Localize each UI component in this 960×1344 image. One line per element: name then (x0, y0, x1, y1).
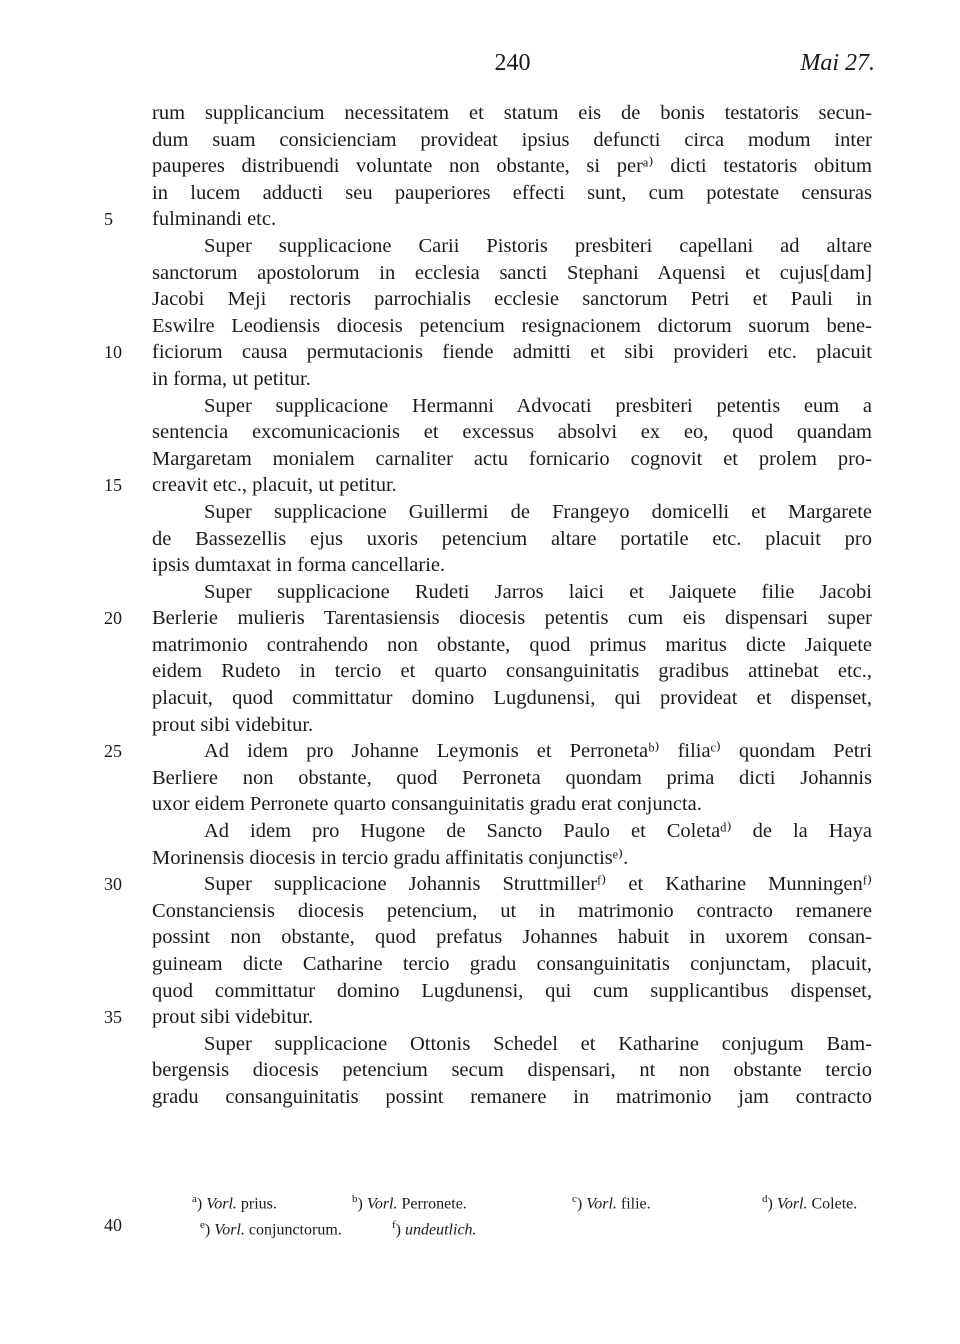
text-line (104, 738, 872, 765)
text-line (104, 206, 872, 233)
footnote-source: Vorl. (214, 1221, 245, 1239)
footnote-text: filie. (620, 1195, 651, 1213)
line-text: Berlerie mulieris Tarentasiensis diocesis petentis cum eis dispensari super (152, 607, 872, 630)
page-header (150, 50, 875, 90)
footnote-paren: ) (357, 1195, 367, 1213)
text-line (152, 712, 872, 739)
line-text: Ad idem pro Johanne Leymonis et Perronetaᵇ⁾ filiaᶜ⁾ quondam Petri (204, 740, 872, 763)
text-line (152, 1031, 872, 1058)
text-line (152, 313, 872, 340)
text-line (152, 579, 872, 606)
text-line (152, 845, 872, 872)
text-line (152, 978, 872, 1005)
footnote-text: Colete. (811, 1195, 858, 1213)
line-text: Ad idem pro Hugone de Sancto Paulo et Coletaᵈ⁾ de la Haya (204, 820, 872, 843)
footnote-source: Vorl. (206, 1195, 237, 1213)
line-text: rum supplicancium necessitatem et statum eis de bonis testatoris secun- (152, 102, 872, 124)
line-text: in lucem adducti seu pauperiores effecti sunt, cum potestate censuras (152, 181, 872, 204)
text-line (152, 1057, 872, 1084)
footnote-line (152, 1186, 872, 1212)
footnote-line (104, 1212, 872, 1239)
text-line (152, 127, 872, 154)
text-line (152, 393, 872, 420)
line-number: 5 (104, 209, 113, 230)
line-text: ipsis dumtaxat in forma cancellarie. (152, 554, 446, 577)
text-line (152, 1084, 872, 1111)
footnote-source: Vorl. (776, 1195, 808, 1213)
footnote-paren: ) (395, 1221, 405, 1239)
main-text (104, 100, 872, 1111)
text-line (152, 898, 872, 925)
footnote-mark: b (352, 1193, 358, 1205)
footnote-text: conjunctorum. (248, 1221, 342, 1239)
line-text: pauperes distribuendi voluntate non obstante, si perᵃ⁾ dicti testatoris obitum (152, 155, 872, 178)
footnotes (104, 1186, 872, 1239)
line-text: sanctorum apostolorum in ecclesia sancti Stephani Aquensi et cujus[dam] (152, 261, 872, 284)
line-text: matrimonio contrahendo non obstante, quod primus maritus dicte Jaiquete (152, 633, 872, 656)
line-text: ficiorum causa permutacionis fiende admitti et sibi provideri etc. placuit (152, 341, 872, 364)
text-line (152, 233, 872, 260)
line-text: prout sibi videbitur. (152, 713, 314, 736)
footnote-paren: ) (767, 1195, 777, 1213)
line-text: Berliere non obstante, quod Perroneta quondam prima dicti Johannis (152, 766, 872, 789)
line-text: Super supplicacione Johannis Struttmillerᶠ⁾ et Katharine Munningenᶠ⁾ (204, 873, 872, 896)
text-line (152, 924, 872, 951)
line-number: 40 (104, 1215, 122, 1235)
footnote-text: undeutlich. (405, 1221, 477, 1239)
text-line (152, 180, 872, 207)
text-line (152, 791, 872, 818)
text-line (152, 632, 872, 659)
line-text: creavit etc., placuit, ut petitur. (152, 474, 397, 497)
text-line (152, 818, 872, 845)
text-line (152, 658, 872, 685)
text-line (152, 685, 872, 712)
line-text: quod committatur domino Lugdunensi, qui cum supplicantibus dispenset, (152, 979, 872, 1002)
text-line (104, 871, 872, 898)
text-line (104, 605, 872, 632)
footnote-mark: e (200, 1219, 205, 1231)
line-number: 35 (104, 1007, 122, 1028)
line-text: placuit, quod committatur domino Lugdunensi, qui provideat et dispenset, (152, 687, 872, 710)
line-text: Margaretam monialem carnaliter actu fornicario cognovit et prolem pro- (152, 447, 872, 470)
line-text: guineam dicte Catharine tercio gradu consanguinitatis conjunctam, placuit, (152, 953, 872, 975)
footnote-paren: ) (196, 1195, 207, 1213)
line-text: bergensis diocesis petencium secum dispensari, nt non obstante tercio (152, 1059, 872, 1082)
line-text: prout sibi videbitur. (152, 1006, 314, 1029)
text-line (152, 552, 872, 579)
line-text: Morinensis diocesis in tercio gradu affinitatis conjunctisᵉ⁾. (152, 846, 629, 869)
text-line (104, 472, 872, 499)
footnote-paren: ) (576, 1195, 587, 1213)
line-text: de Bassezellis ejus uxoris petencium altare portatile etc. placuit pro (152, 527, 872, 550)
line-number: 10 (104, 342, 122, 363)
text-line (152, 153, 872, 180)
text-line (152, 951, 872, 978)
footnote-mark: a (192, 1193, 197, 1205)
footnote-mark: c (572, 1193, 577, 1205)
line-text: in forma, ut petitur. (152, 367, 311, 390)
text-line (104, 339, 872, 366)
footnote-source: Vorl. (366, 1195, 398, 1213)
text-line (152, 366, 872, 393)
line-text: Super supplicacione Guillermi de Frangeyo domicelli et Margarete (204, 500, 872, 523)
running-head-date: Mai 27. (800, 50, 875, 76)
footnote-source: Vorl. (586, 1195, 617, 1213)
line-text: fulminandi etc. (152, 208, 277, 231)
text-line (152, 286, 872, 313)
line-text: possint non obstante, quod prefatus Johannes habuit in uxorem consan- (152, 926, 872, 949)
line-text: Super supplicacione Carii Pistoris presbiteri capellani ad altare (204, 234, 872, 257)
line-text: sentencia excomunicacionis et excessus absolvi ex eo, quod quandam (152, 421, 872, 444)
footnote-mark: f (392, 1219, 396, 1231)
footnote-paren: ) (204, 1221, 215, 1239)
text-line (152, 765, 872, 792)
text-line (152, 260, 872, 287)
text-line (152, 526, 872, 553)
text-line (152, 100, 872, 127)
footnote (200, 1212, 342, 1243)
line-number: 20 (104, 608, 122, 629)
line-text: dum suam consicienciam provideat ipsius defuncti circa modum inter (152, 128, 872, 151)
line-text: Super supplicacione Hermanni Advocati presbiteri petentis eum a (204, 394, 872, 417)
text-line (152, 419, 872, 446)
text-line (104, 1004, 872, 1031)
text-line (152, 499, 872, 526)
line-number: 15 (104, 475, 122, 496)
line-text: Super supplicacione Rudeti Jarros laici et Jaiquete filie Jacobi (204, 580, 872, 603)
footnote-text: prius. (240, 1195, 277, 1213)
footnote-text: Perronete. (401, 1195, 467, 1213)
line-text: gradu consanguinitatis possint remanere in matrimonio jam contracto (152, 1085, 872, 1108)
line-text: uxor eidem Perronete quarto consanguinitatis gradu erat conjuncta. (152, 793, 702, 816)
line-text: Constanciensis diocesis petencium, ut in matrimonio contracto remanere (152, 899, 872, 922)
line-text: Super supplicacione Ottonis Schedel et Katharine conjugum Bam- (204, 1032, 872, 1055)
footnote-mark: d (762, 1193, 768, 1205)
line-text: eidem Rudeto in tercio et quarto consanguinitatis gradibus attinebat etc., (152, 660, 872, 683)
line-number: 30 (104, 874, 122, 895)
line-number: 25 (104, 741, 122, 762)
line-text: Eswilre Leodiensis diocesis petencium resignacionem dictorum suorum bene- (152, 314, 872, 337)
page-number: 240 (494, 50, 531, 76)
footnote (392, 1212, 477, 1243)
text-line (152, 446, 872, 473)
line-text: Jacobi Meji rectoris parrochialis ecclesie sanctorum Petri et Pauli in (152, 288, 872, 311)
